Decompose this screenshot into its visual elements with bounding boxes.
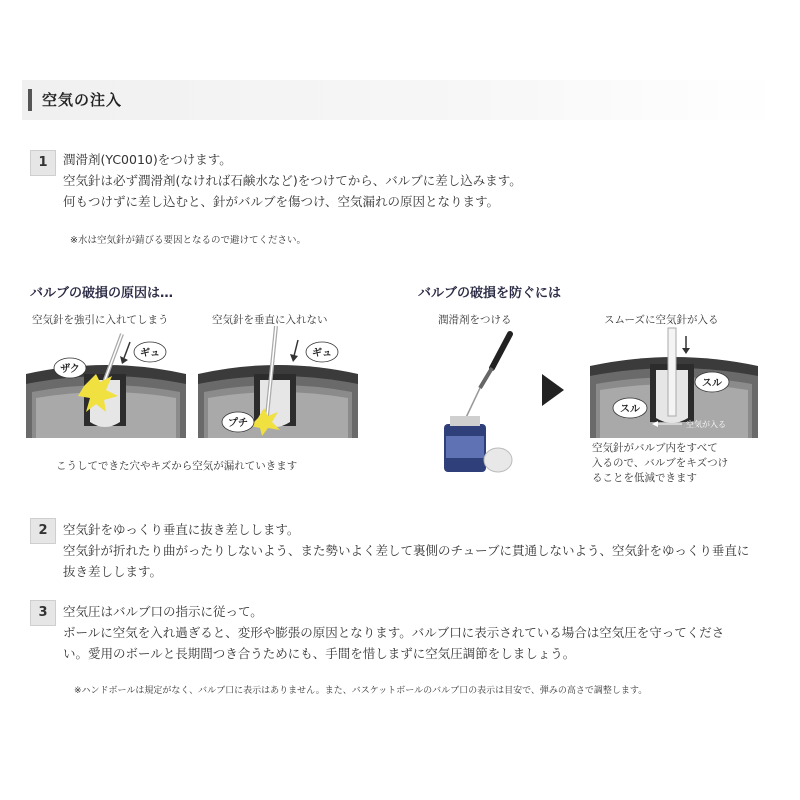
header-accent-bar [28,89,32,111]
forced-needle-illustration [26,326,186,438]
gyu-label: ギュ [140,348,160,359]
smooth-insertion-illustration [590,326,758,438]
step-1-text: 何もつけずに差し込むと、針がバルブを傷つけ、空気漏れの原因となります。 [63,194,500,209]
left-diagram-footer: こうしてできた穴やキズから空気が漏れていきます [56,460,298,472]
suru-label: スル [702,378,722,389]
puchi-label: プチ [228,418,248,429]
diagram-left-title: バルブの破損の原因は… [30,286,174,301]
step-2-heading: 空気針をゆっくり垂直に抜き差しします。 [63,522,300,537]
step-number-1: 1 [30,150,56,176]
step-1-heading: 潤滑剤(YC0010)をつけます。 [63,152,232,167]
right-diagram-footer: 空気針がバルブ内をすべて [592,442,718,454]
panel-caption: 潤滑剤をつける [438,314,512,326]
section-header [22,80,778,120]
step-2-text: 空気針が折れたり曲がったりしないよう、また勢いよく差して裏側のチューブに貫通しないよう、空気針をゆっくり垂直に [63,543,750,558]
diagram-right-title: バルブの破損を防ぐには [418,286,562,301]
right-diagram-footer: ることを低減できます [592,472,697,484]
arrow-right-icon [538,372,566,408]
panel-caption: 空気針を垂直に入れない [212,314,328,326]
zaku-label: ザク [60,364,80,375]
angled-needle-illustration [198,326,358,438]
panel-caption: スムーズに空気針が入る [604,314,719,326]
air-flow-label: 空気が入る [686,420,726,429]
step-number-2: 2 [30,518,56,544]
step-1-text: 空気針は必ず潤滑剤(なければ石鹸水など)をつけてから、バルブに差し込みます。 [63,173,522,188]
suru-label: スル [620,404,640,415]
step-1-note: ※水は空気針が錆びる要因となるので避けてください。 [70,235,306,246]
right-diagram-footer: 入るので、バルブをキズつけ [592,457,729,469]
step-2-text: 抜き差しします。 [63,564,163,579]
panel-caption: 空気針を強引に入れてしまう [32,314,169,326]
lubricant-bottle-illustration [420,328,520,476]
gyu-label: ギュ [312,348,332,359]
step-number-3: 3 [30,600,56,626]
step-3-note: ※ハンドボールは規定がなく、バルブ口に表示はありません。また、バスケットボールのバルブ口の表示は目安で、弾みの高さで調整します。 [74,686,648,696]
step-3-heading: 空気圧はバルブ口の指示に従って。 [63,604,263,619]
step-3-text: ボールに空気を入れ過ぎると、変形や膨張の原因となります。バルブ口に表示されている場合は空気圧を守ってくださ [63,625,725,640]
page-title: 空気の注入 [42,91,123,109]
step-3-text: い。愛用のボールと長期間つき合うためにも、手間を惜しまずに空気圧調節をしましょう。 [63,646,576,661]
